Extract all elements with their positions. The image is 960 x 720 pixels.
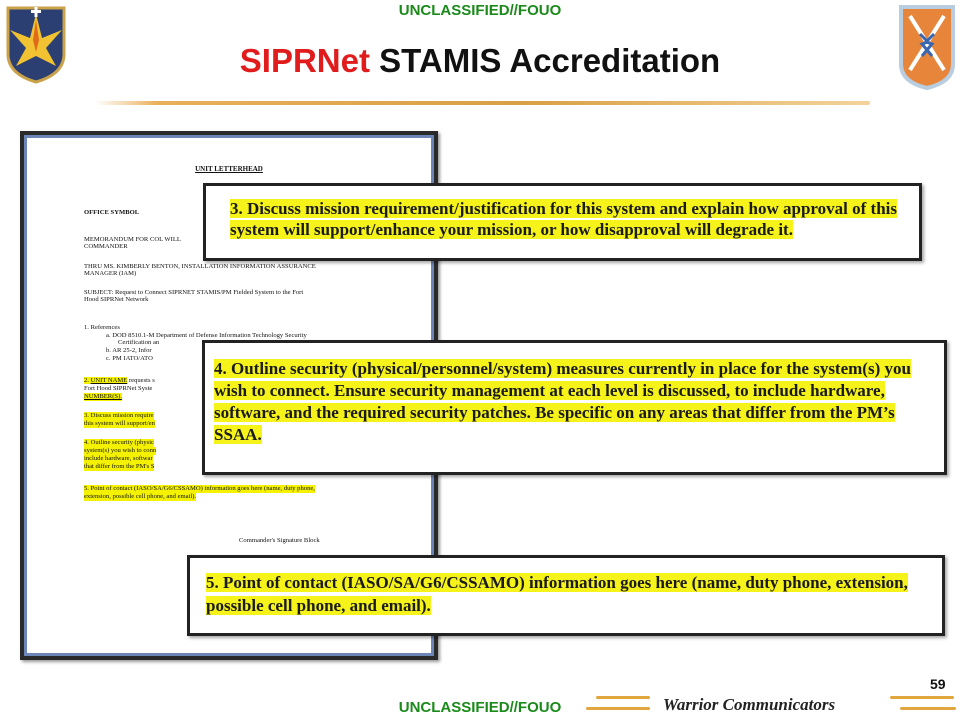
callout-paragraph-5-text: 5. Point of contact (IASO/SA/G6/CSSAMO) information goes here (name, duty phone, extension, possible cell phone, and email). [206, 573, 908, 615]
classification-banner-bottom: UNCLASSIFIED//FOUO [398, 699, 562, 716]
memo-memorandum-for-2: COMMANDER [84, 243, 128, 250]
page-number: 59 [930, 676, 946, 692]
memo-reference-c: c. PM IATO/ATO [106, 355, 153, 362]
callout-paragraph-5 [187, 555, 945, 636]
memo-paragraph-5: 5. Point of contact (IASO/SA/G6/CSSAMO) information goes here (name, duty phone, [84, 485, 315, 492]
memo-p3-line2: this system will support/en [84, 420, 155, 427]
memo-references-heading: 1. References [84, 324, 120, 331]
brand-wordmark: Warrior Communicators [663, 695, 836, 714]
memo-subject: SUBJECT: Request to Connect SIPRNET STAMIS/PM Fielded System to the Fort [84, 289, 304, 296]
callout-paragraph-3 [203, 183, 922, 261]
footer-rule-left-top [596, 696, 650, 699]
signal-brigade-crossed-lightning-icon [898, 4, 956, 90]
memo-letterhead: UNIT LETTERHEAD [195, 165, 263, 173]
memo-p5-line2: extension, possible cell phone, and email). [84, 493, 197, 500]
classification-banner-top: UNCLASSIFIED//FOUO [398, 2, 562, 19]
memo-subject-2: Hood SIPRNet Network [84, 296, 149, 303]
callout-paragraph-4 [202, 340, 947, 475]
callout-paragraph-3-text: 3. Discuss mission requirement/justification for this system and explain how approval of this system will support/enhance your mission, or how disapproval will degrade it. [230, 199, 898, 239]
memo-thru: THRU MS. KIMBERLY BENTON, INSTALLATION INFORMATION ASSURANCE [84, 263, 316, 270]
memo-reference-b: b. AR 25-2, Infor [106, 347, 152, 354]
footer-rule-right-top [890, 696, 954, 699]
memo-paragraph-3: 3. Discuss mission require [84, 412, 154, 419]
memo-paragraph-4: 4. Outline security (physic [84, 439, 154, 446]
memo-p2-text: requests s [127, 377, 155, 384]
memo-signature-block: Commander's Signature Block [239, 537, 320, 544]
callout-paragraph-4-text: 4. Outline security (physical/personnel/system) measures currently in place for the system(s) you wish to connect. Ensure security management at each level is discussed, to include hardware, software, and the required security patches. Be specific on any areas that differ from the PM’s SSAA. [214, 359, 911, 444]
footer-rule-right-bottom [900, 707, 956, 710]
title-rest: STAMIS Accreditation [369, 42, 721, 79]
footer-rule-left-bottom [586, 707, 650, 710]
memo-p2-line3: NUMBER(S). [84, 393, 122, 400]
header-rule [95, 101, 870, 105]
slide-title [0, 42, 960, 80]
memo-p4-line4: that differ from the PM's S [84, 463, 155, 470]
memo-office-symbol: OFFICE SYMBOL [84, 209, 140, 216]
memo-memorandum-for: MEMORANDUM FOR COL WILL [84, 236, 181, 243]
memo-p2-prefix: 2. [84, 377, 91, 384]
memo-reference-a-2: Certification an [118, 339, 160, 346]
memo-reference-a: a. DOD 8510.1-M Department of Defense Information Technology Security [106, 332, 307, 339]
memo-thru-2: MANAGER (IAM) [84, 270, 137, 277]
memo-p2-line2: Fort Hood SIPRNet Syste [84, 385, 153, 392]
memo-p2-unit-name: UNIT NAME [90, 377, 128, 384]
memo-p4-line2: system(s) you wish to conn [84, 447, 157, 454]
memo-paragraph-2 [84, 377, 155, 385]
memo-p4-line3: include hardware, softwar [84, 455, 153, 462]
title-accent: SIPRNet [239, 42, 370, 79]
